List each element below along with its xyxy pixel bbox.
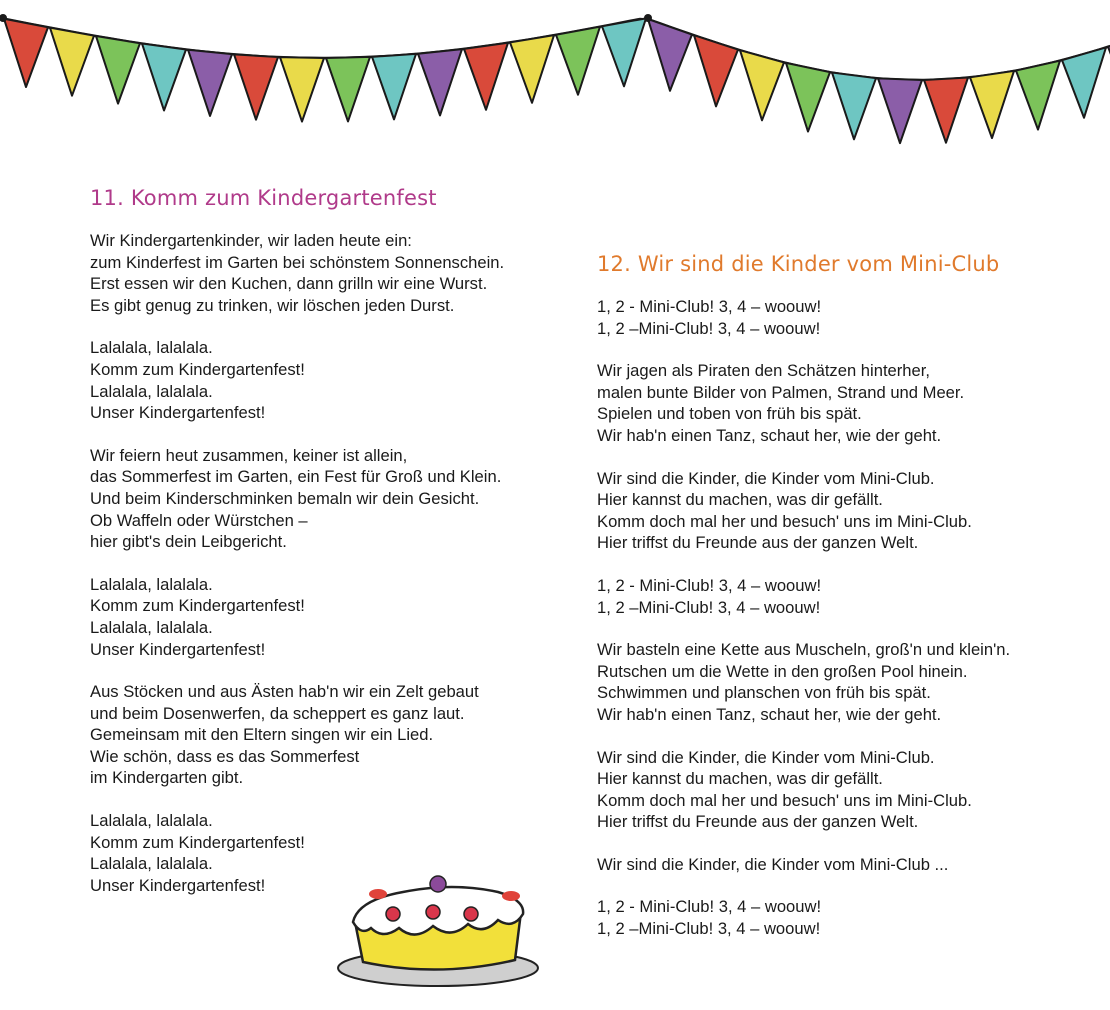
pennant-flag — [740, 50, 784, 120]
pennant-flag — [464, 43, 508, 110]
stanza — [597, 639, 1097, 725]
song-12-lyrics — [597, 296, 1097, 940]
lyric-line: Lalalala, lalalala. — [90, 338, 213, 358]
lyric-line: Schwimmen und planschen von früh bis spät. — [597, 683, 931, 703]
lyric-line: Wir jagen als Piraten den Schätzen hinterher, — [597, 361, 930, 381]
pennant-flag — [878, 78, 922, 143]
lyric-line: Wir sind die Kinder, die Kinder vom Mini-Club ... — [597, 854, 949, 874]
song-11-title: 11. Komm zum Kindergartenfest — [90, 186, 437, 210]
lyric-line: Hier triffst du Freunde aus der ganzen Welt. — [597, 533, 919, 553]
lyric-line: Wie schön, dass es das Sommerfest — [90, 746, 360, 766]
lyric-line: im Kindergarten gibt. — [90, 768, 244, 788]
lyric-line: Gemeinsam mit den Eltern singen wir ein Lied. — [90, 725, 434, 745]
pennant-flag — [694, 35, 738, 106]
lyric-line: Erst essen wir den Kuchen, dann grilln wir eine Wurst. — [90, 274, 488, 294]
song-12 — [597, 252, 1097, 961]
stanza — [597, 575, 1097, 618]
lyric-line: Wir hab'n einen Tanz, schaut her, wie der geht. — [597, 425, 942, 445]
stanza — [90, 681, 590, 789]
stanza — [597, 747, 1097, 833]
pennant-flag — [188, 50, 232, 116]
lyric-line: Unser Kindergartenfest! — [90, 403, 266, 423]
pennant-flag — [50, 28, 94, 96]
pennant-flag — [280, 57, 324, 121]
lyric-line: Wir Kindergartenkinder, wir laden heute ein: — [90, 231, 412, 250]
lyric-line: Hier kannst du machen, was dir gefällt. — [597, 490, 883, 510]
stanza — [597, 896, 1097, 939]
pennant-flag — [96, 36, 140, 104]
stanza — [90, 337, 590, 423]
lyric-line: Wir hab'n einen Tanz, schaut her, wie der geht. — [597, 704, 942, 724]
lyric-line: malen bunte Bilder von Palmen, Strand und Meer. — [597, 382, 965, 402]
stanza — [90, 445, 590, 553]
stanza — [90, 230, 590, 316]
lyric-line: Unser Kindergartenfest! — [90, 639, 266, 659]
pennant-flag — [648, 19, 692, 91]
lyric-line: Aus Stöcken und aus Ästen hab'n wir ein Zelt gebaut — [90, 682, 479, 702]
lyric-line: Komm zum Kindergartenfest! — [90, 832, 305, 852]
pennant-flag — [786, 63, 830, 132]
lyric-line: Komm doch mal her und besuch' uns im Mini-Club. — [597, 790, 972, 810]
pennant-flag — [326, 57, 370, 122]
lyric-line: Komm zum Kindergartenfest! — [90, 596, 305, 616]
stanza — [90, 574, 590, 660]
pennant-flag — [1062, 47, 1106, 117]
lyric-line: 1, 2 –Mini-Club! 3, 4 – woouw! — [597, 597, 821, 617]
pennant-flag — [602, 18, 646, 86]
rope-knot — [644, 14, 652, 22]
bunting-icon — [0, 0, 1110, 170]
lyric-line: das Sommerfest im Garten, ein Fest für Groß und Klein. — [90, 467, 502, 487]
pennant-flag — [234, 54, 278, 119]
lyric-line: 1, 2 –Mini-Club! 3, 4 – woouw! — [597, 919, 821, 939]
song-12-title: 12. Wir sind die Kinder vom Mini-Club — [597, 252, 1000, 276]
lyric-line: zum Kinderfest im Garten bei schönstem Sonnenschein. — [90, 252, 505, 272]
lyric-line: Lalalala, lalalala. — [90, 811, 213, 831]
lyric-line: 1, 2 - Mini-Club! 3, 4 – woouw! — [597, 575, 822, 595]
pennant-flag — [970, 71, 1014, 138]
pennant-flag — [924, 78, 968, 143]
pennant-flag — [832, 73, 876, 140]
lyric-line: Wir basteln eine Kette aus Muscheln, groß'n und klein'n. — [597, 640, 1011, 660]
lyric-line: Wir sind die Kinder, die Kinder vom Mini-Club. — [597, 468, 935, 488]
lyric-line: Rutschen um die Wette in den großen Pool hinein. — [597, 661, 968, 681]
lyric-line: Wir sind die Kinder, die Kinder vom Mini-Club. — [597, 747, 935, 767]
lyric-line: Lalalala, lalalala. — [90, 617, 213, 637]
lyric-line: 1, 2 - Mini-Club! 3, 4 – woouw! — [597, 897, 822, 917]
pennant-flag — [142, 44, 186, 111]
lyric-line: und beim Dosenwerfen, da scheppert es ganz laut. — [90, 703, 465, 723]
lyric-line: hier gibt's dein Leibgericht. — [90, 532, 287, 552]
lyric-line: Lalalala, lalalala. — [90, 574, 213, 594]
lyric-line: Komm zum Kindergartenfest! — [90, 359, 305, 379]
lyric-line: Wir feiern heut zusammen, keiner ist allein, — [90, 445, 408, 465]
lyric-line: Hier kannst du machen, was dir gefällt. — [597, 769, 883, 789]
lyric-line: 1, 2 –Mini-Club! 3, 4 – woouw! — [597, 318, 821, 338]
lyric-line: Ob Waffeln oder Würstchen – — [90, 510, 308, 530]
stanza — [597, 468, 1097, 554]
lyric-line: Komm doch mal her und besuch' uns im Mini-Club. — [597, 511, 972, 531]
lyric-line: Lalalala, lalalala. — [90, 381, 213, 401]
stanza — [597, 854, 1097, 876]
pennant-flag — [4, 19, 48, 87]
song-11 — [90, 186, 590, 917]
pennant-flag — [372, 54, 416, 119]
song-11-lyrics — [90, 230, 590, 896]
pennant-flag — [510, 35, 554, 103]
lyric-line: Spielen und toben von früh bis spät. — [597, 404, 862, 424]
stanza — [597, 360, 1097, 446]
lyric-line: Lalalala, lalalala. — [90, 854, 213, 874]
pennant-flag — [556, 27, 600, 95]
cake-icon — [333, 870, 543, 990]
pennant-flag — [1016, 61, 1060, 130]
pennant-flag — [418, 49, 462, 115]
lyric-line: 1, 2 - Mini-Club! 3, 4 – woouw! — [597, 297, 822, 316]
lyric-line: Und beim Kinderschminken bemaln wir dein Gesicht. — [90, 488, 480, 508]
lyric-line: Es gibt genug zu trinken, wir löschen jeden Durst. — [90, 295, 455, 315]
lyric-line: Hier triffst du Freunde aus der ganzen Welt. — [597, 812, 919, 832]
stanza — [597, 296, 1097, 339]
lyric-line: Unser Kindergartenfest! — [90, 875, 266, 895]
